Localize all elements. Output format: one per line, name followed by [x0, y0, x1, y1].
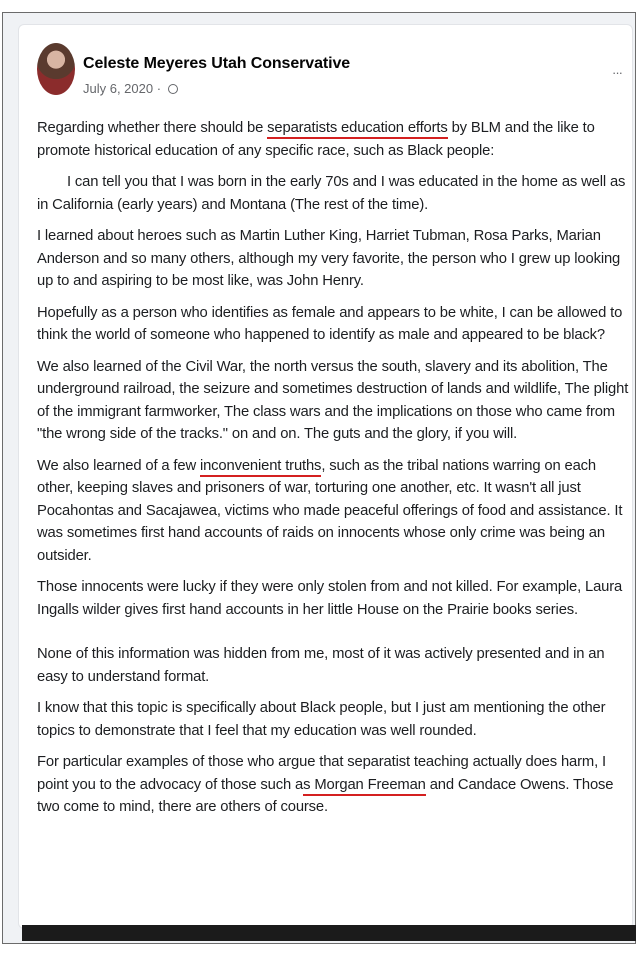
paragraph-7: Those innocents were lucky if they were only stolen from and not killed. For example, Laura Ingalls wilder gives first hand accounts in her little House on the Prairie books series.	[37, 579, 623, 618]
globe-icon	[168, 84, 178, 94]
post-date[interactable]: July 6, 2020 ·	[83, 81, 165, 96]
paragraph-5: We also learned of the Civil War, the north versus the south, slavery and its abolition, The underground railroad, the seizure and sometimes destruction of lands and wildlife, The plight of the immigrant farmworker, The class wars and the implications on those who came from "the wrong side of the tracks." on and on. The guts and the glory, if you will.	[37, 358, 629, 442]
paragraph-text: Regarding whether there should be	[37, 120, 268, 136]
post-card	[18, 24, 633, 929]
paragraph-6	[37, 455, 631, 568]
paragraph-2: I can tell you that I was born in the early 70s and I was educated in the home as well as in California (early years) and Montana (The rest of the time).	[37, 174, 626, 213]
avatar[interactable]	[37, 43, 75, 95]
more-options-icon[interactable]: ···	[612, 65, 622, 80]
paragraph-10	[37, 751, 631, 819]
paragraph-text: We also learned of a few	[37, 457, 200, 474]
paragraph-3: I learned about heroes such as Martin Luther King, Harriet Tubman, Rosa Parks, Marian Anderson and so many others, although my very favorite, the person who I grew up looking up to and aspiring to be most like, was John Henry.	[37, 228, 621, 289]
paragraph-text: For particular examples of those who argue that separatist teaching actually does harm, I point you to the advocacy of those such a	[37, 754, 606, 793]
post-body	[37, 117, 631, 828]
author-name[interactable]: Celeste Meyeres Utah Conservative	[83, 55, 351, 72]
bottom-dark-bar	[22, 925, 636, 941]
paragraph-text: , such as the tribal nations warring on each other, keeping slaves and prisoners of war, torturing one another, etc. It wasn't all just Pocahontas and Sacajawea, victims who made peaceful offerings of food and assistance. It was sometimes first hand accounts of raids on innocents whose only crime was being an outsider.	[37, 457, 623, 564]
highlighted-phrase: separatists education efforts	[267, 120, 447, 139]
paragraph-text: and Candace Owens. Those two come to mind, there are others of course.	[37, 776, 614, 815]
post-meta	[83, 81, 178, 96]
paragraph-text: by BLM and the like to promote historical education of any specific race, such as Black people:	[37, 120, 595, 159]
highlighted-phrase: inconvenient truths	[200, 458, 321, 477]
paragraph-9: I know that this topic is specifically about Black people, but I just am mentioning the other topics to demonstrate that I feel that my education was well rounded.	[37, 700, 606, 739]
paragraph-4: Hopefully as a person who identifies as female and appears to be white, I can be allowed to think the world of someone who happened to identify as male and appeared to be black?	[37, 304, 623, 343]
paragraph-1	[37, 117, 631, 162]
paragraph-8: None of this information was hidden from me, most of it was actively presented and in an easy to understand format.	[37, 646, 605, 685]
highlighted-phrase: s Morgan Freeman	[303, 777, 426, 796]
